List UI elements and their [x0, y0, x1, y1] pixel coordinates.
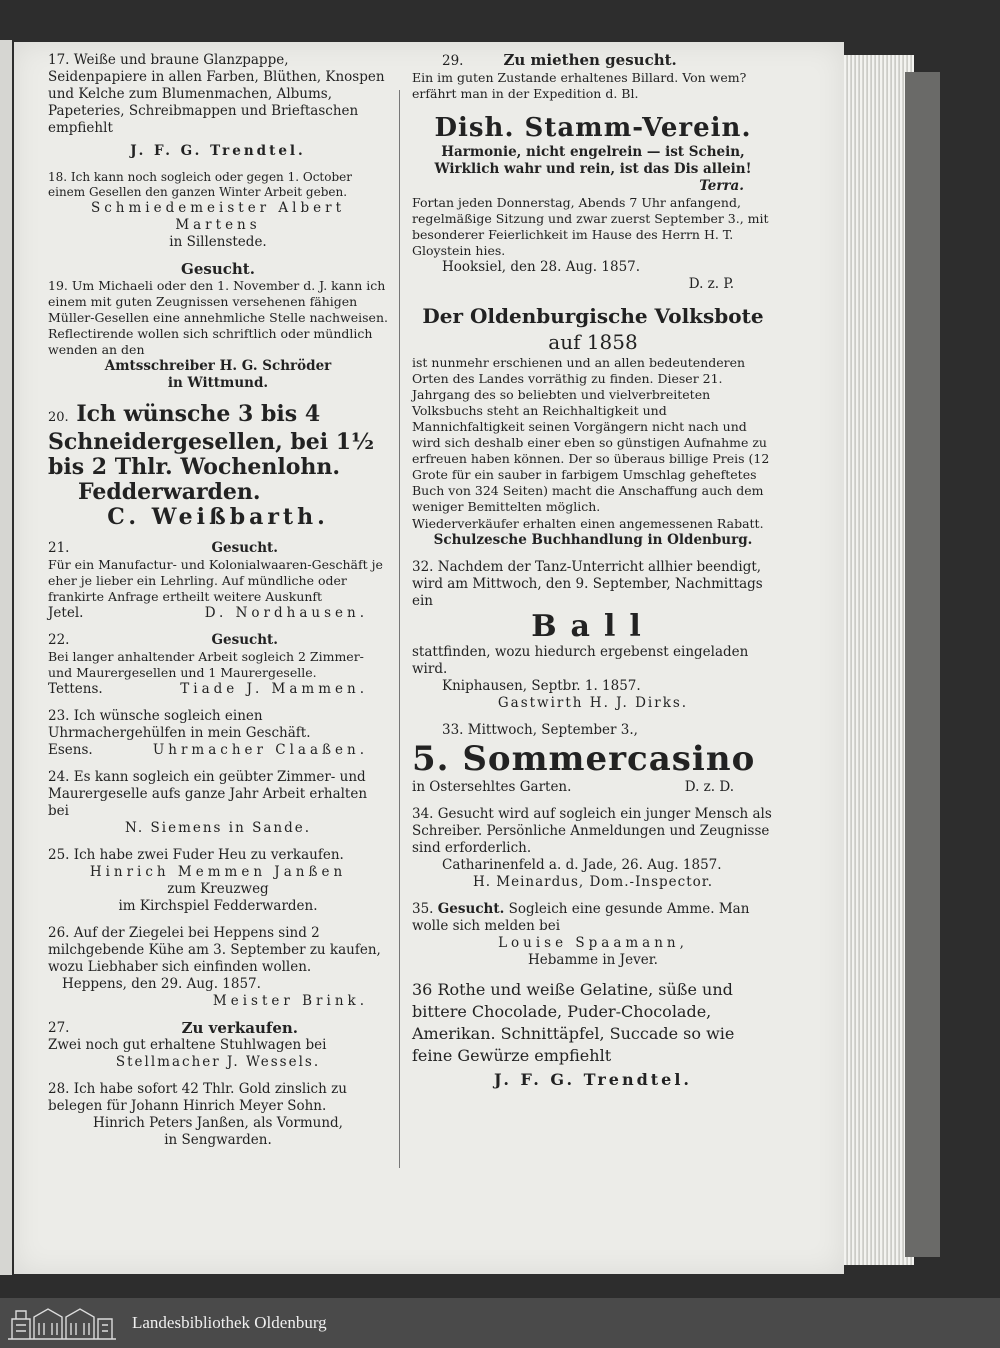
ad-19 — [48, 261, 388, 392]
ad-26 — [48, 925, 388, 1010]
ad-18 — [48, 170, 388, 251]
ad-header-row — [412, 52, 774, 70]
ad-35 — [412, 901, 774, 969]
ad-signature: Schmiedemeister Albert Martens — [90, 200, 345, 233]
ad-date: Hooksiel, den 28. Aug. 1857. — [442, 259, 641, 275]
ad-stamm-verein — [412, 112, 774, 293]
ad-place: Esens. — [48, 742, 93, 758]
ad-place: im Kirchspiel Fedderwarden. — [118, 898, 318, 914]
ad-number: 22. — [48, 632, 70, 648]
ad-text: 33. Mittwoch, September 3., — [442, 722, 638, 738]
library-footer — [0, 1298, 1000, 1348]
verein-verse-2: Wirklich wahr und rein, ist das Dis allein! — [434, 161, 752, 177]
left-column — [48, 52, 388, 1159]
ad-25 — [48, 847, 388, 915]
ad-22 — [48, 632, 388, 698]
page-stack-edge — [844, 55, 914, 1265]
ad-text — [48, 402, 388, 480]
ad-signature: Stellmacher J. Wessels. — [115, 1054, 321, 1070]
verein-title: Dish. Stamm-Verein. — [434, 113, 752, 143]
ad-signature: N. Siemens in Sande. — [124, 820, 311, 836]
ad-footer-row — [48, 681, 388, 698]
ad-place: in Wittmund. — [167, 375, 269, 391]
ad-36 — [412, 979, 774, 1088]
ad-place: in Ostersehltes Garten. — [412, 779, 572, 795]
ad-27 — [48, 1020, 388, 1071]
ad-text: 28. Ich habe sofort 42 Thlr. Gold zinslich zu belegen für Johann Hinrich Meyer Sohn. — [48, 1081, 347, 1114]
previous-page-edge — [0, 40, 12, 1275]
ad-signature: Gastwirth H. J. Dirks. — [497, 695, 689, 711]
ad-text: 32. Nachdem der Tanz-Unterricht allhier beendigt, wird am Mittwoch, den 9. September, Nachmittags ein — [412, 559, 763, 609]
ad-signature-line2: Hebamme in Jever. — [528, 952, 658, 968]
ad-signature-line2: zum Kreuzweg — [167, 881, 269, 897]
ad-signature: Schulzesche Buchhandlung in Oldenburg. — [433, 532, 753, 548]
ad-footer-row — [48, 742, 388, 759]
ad-29 — [412, 52, 774, 102]
ad-place: Jetel. — [48, 605, 84, 621]
ad-header-row — [48, 540, 388, 557]
ad-resale: Wiederverkäufer erhalten einen angemessenen Rabatt. — [412, 516, 764, 531]
ad-text: Für ein Manufactur- und Kolonialwaaren-Geschäft je eher je lieber ein Lehrling. Auf mündliche oder frankirte Anfrage ertheilt weitere Auskunft — [48, 557, 383, 604]
ad-text: Fortan jeden Donnerstag, Abends 7 Uhr anfangend, regelmäßige Sitzung und zwar zuerst September 3., mit besonderer Feierlichkeit im Hause des Herrn H. T. Gloystein hies. — [412, 195, 769, 258]
ad-footer-row — [412, 779, 774, 796]
ad-body: Ich wünsche 3 bis 4 Schneidergesellen, bei 1½ bis 2 Thlr. Wochenlohn. — [48, 401, 375, 480]
ad-text-continued: stattfinden, wozu hiedurch ergebenst eingeladen wird. — [412, 644, 749, 677]
ad-text: 17. Weiße und braune Glanzpappe, Seidenpapiere in allen Farben, Blüthen, Knospen und Kelche zum Blumenmachen, Albums, Papeteries, Schreibmappen und Brieftaschen empfiehlt — [48, 52, 385, 136]
ad-place: in Sillenstede. — [169, 234, 267, 250]
ad-text: 24. Es kann sogleich ein geübter Zimmer- und Maurergeselle aufs ganze Jahr Arbeit erhalten bei — [48, 769, 368, 819]
ad-signature: Uhrmacher Claaßen. — [152, 742, 368, 758]
ad-text: Bei langer anhaltender Arbeit sogleich 2 Zimmer- und Maurergesellen und 1 Maurergeselle. — [48, 649, 364, 680]
ad-body: Sogleich eine gesunde Amme. Man wolle sich melden bei — [412, 901, 750, 934]
ad-signature: Amtsschreiber H. G. Schröder — [104, 358, 332, 374]
ad-text: 18. Ich kann noch sogleich oder gegen 1. October einem Gesellen den ganzen Winter Arbeit geben. — [48, 170, 352, 199]
ad-signature: D. z. P. — [688, 276, 734, 292]
ad-heading: Zu miethen gesucht. — [503, 51, 677, 69]
ad-volksbote — [412, 303, 774, 549]
volksbote-year: auf 1858 — [548, 330, 638, 354]
ad-signature: J. F. G. Trendtel. — [130, 143, 306, 159]
ad-33 — [412, 722, 774, 796]
ad-signature: D. z. D. — [684, 779, 734, 795]
ad-text: 19. Um Michaeli oder den 1. November d. J. kann ich einem mit guten Zeugnissen versehenen fähigen Müller-Gesellen eine annehmliche Stelle nachweisen. Reflectirende wollen sich schriftlich oder mündlich wenden an den — [48, 278, 388, 357]
ad-signature: Hinrich Peters Janßen, als Vormund, — [93, 1115, 343, 1131]
ad-heading: Zu verkaufen. — [181, 1019, 298, 1037]
ad-header-row — [48, 1020, 388, 1037]
ad-footer-row — [48, 605, 388, 622]
ad-number: 21. — [48, 540, 70, 556]
ad-header-row — [48, 632, 388, 649]
ad-number: 29. — [442, 53, 464, 69]
ad-21 — [48, 540, 388, 622]
ad-number: 27. — [48, 1020, 70, 1036]
right-column — [412, 52, 774, 1098]
ad-text: 26. Auf der Ziegelei bei Heppens sind 2 milchgebende Kühe am 3. September zu kaufen, wozu Liebhaber sich einfinden wollen. — [48, 925, 381, 975]
ad-signature: H. Meinardus, Dom.-Inspector. — [472, 874, 714, 890]
volksbote-title: Der Oldenburgische Volksbote — [422, 304, 764, 328]
ad-24 — [48, 769, 388, 837]
ad-heading: Gesucht. — [181, 260, 255, 278]
ad-signature: J. F. G. Trendtel. — [494, 1070, 692, 1089]
book-cover-edge — [905, 72, 940, 1257]
ad-heading: Gesucht. — [211, 632, 278, 648]
library-name: Landesbibliothek Oldenburg — [132, 1313, 327, 1332]
ad-text — [412, 901, 774, 935]
ad-text: Zwei noch gut erhaltene Stuhlwagen bei — [48, 1037, 327, 1053]
ad-signature: C. Weißbarth. — [107, 504, 329, 530]
ad-place: in Sengwarden. — [164, 1132, 272, 1148]
ad-text: 25. Ich habe zwei Fuder Heu zu verkaufen. — [48, 847, 344, 863]
column-divider — [399, 90, 400, 1168]
ad-text: ist nunmehr erschienen und an allen bedeutenderen Orten des Landes vorräthig zu finden. Dieser 21. Jahrgang des so beliebten und vielverbreiteten Volksbuchs steht an Reichhaltigkeit und Mannichfaltigkeit seinen Vorgängern nicht nach und wird sich deshalb einer eben so günstigen Aufnahme zu erfreuen haben können. Der so überaus billige Preis (12 Grote für ein sauber in farbigem Umschlag geheftetes Buch von 324 Seiten) macht die Anschaffung auch dem weniger Bemittelten möglich. — [412, 355, 770, 514]
ad-heading: Gesucht. — [437, 901, 505, 917]
ad-heading: Gesucht. — [211, 540, 278, 556]
library-building-icon — [6, 1305, 118, 1341]
ad-text: Ein im guten Zustande erhaltenes Billard. Von wem? erfährt man in der Expedition d. Bl. — [412, 70, 747, 101]
ad-28 — [48, 1081, 388, 1149]
ad-signature: Tiade J. Mammen. — [180, 681, 368, 697]
ad-text: 36 Rothe und weiße Gelatine, süße und bittere Chocolade, Puder-Chocolade, Amerikan. Schnittäpfel, Succade so wie feine Gewürze empfiehlt — [412, 980, 735, 1065]
ad-text: 34. Gesucht wird auf sogleich ein junger Mensch als Schreiber. Persönliche Anmeldungen und Zeugnisse sind erforderlich. — [412, 806, 772, 856]
ad-signature: D. Nordhausen. — [204, 605, 368, 621]
casino-headline: 5. Sommercasino — [412, 739, 756, 779]
ad-32 — [412, 559, 774, 712]
ad-signature: Hinrich Memmen Janßen — [89, 864, 347, 880]
ad-date: Heppens, den 29. Aug. 1857. — [62, 976, 261, 992]
ad-34 — [412, 806, 774, 891]
verein-verse-1: Harmonie, nicht engelrein — ist Schein, — [441, 144, 745, 160]
ad-23 — [48, 708, 388, 759]
ad-20 — [48, 402, 388, 530]
verein-terra: Terra. — [699, 178, 744, 194]
ad-date: Kniphausen, Septbr. 1. 1857. — [442, 678, 641, 694]
ad-number: 20. — [48, 410, 69, 425]
ad-text: 23. Ich wünsche sogleich einen Uhrmachergehülfen in mein Geschäft. — [48, 708, 311, 741]
ad-number: 35. — [412, 901, 434, 917]
ad-date: Catharinenfeld a. d. Jade, 26. Aug. 1857. — [442, 857, 722, 873]
ad-signature: Meister Brink. — [212, 993, 368, 1009]
ad-signature: Louise Spaamann, — [498, 935, 688, 951]
ad-place: Tettens. — [48, 681, 103, 697]
ad-17 — [48, 52, 388, 160]
ad-place: Fedderwarden. — [78, 479, 261, 505]
ball-headline: Ball — [531, 609, 655, 644]
